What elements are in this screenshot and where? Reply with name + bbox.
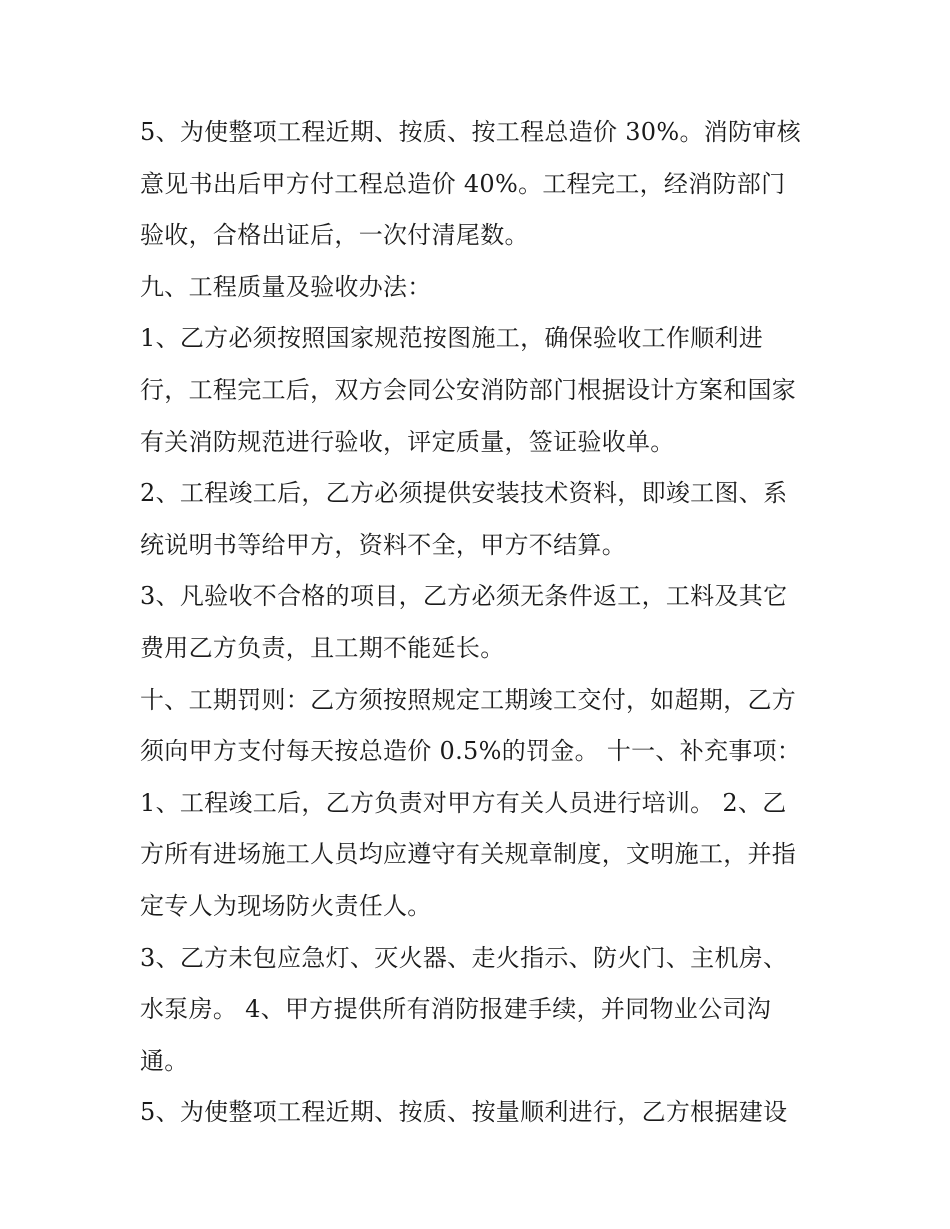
text-line: 1、工程竣工后，乙方负责对甲方有关人员进行培训。 2、乙 bbox=[140, 788, 787, 817]
text-line: 5、为使整项工程近期、按质、按量顺利进行，乙方根据建设 bbox=[140, 1098, 788, 1127]
text-line: 5、为使整项工程近期、按质、按工程总造价 30%。消防审核 bbox=[140, 118, 801, 146]
text-line: 须向甲方支付每天按总造价 0.5%的罚金。 十一、补充事项： bbox=[140, 737, 802, 766]
text-line: 定专人为现场防火责任人。 bbox=[140, 891, 432, 920]
section-heading: 十、工期罚则：乙方须按照规定工期竣工交付，如超期，乙方 bbox=[140, 685, 797, 714]
text-line: 1、乙方必须按照国家规范按图施工，确保验收工作顺利进 bbox=[140, 324, 764, 353]
text-line: 3、乙方未包应急灯、灭火器、走火指示、防火门、主机房、 bbox=[140, 943, 788, 972]
text-line: 验收，合格出证后，一次付清尾数。 bbox=[140, 221, 529, 250]
text-line: 行，工程完工后，双方会同公安消防部门根据设计方案和国家 bbox=[140, 375, 797, 404]
text-line: 3、凡验收不合格的项目，乙方必须无条件返工，工料及其它 bbox=[140, 582, 788, 611]
document-body bbox=[140, 107, 820, 1139]
text-line: 2、工程竣工后，乙方必须提供安装技术资料，即竣工图、系 bbox=[140, 479, 788, 508]
text-line: 意见书出后甲方付工程总造价 40%。工程完工，经消防部门 bbox=[140, 169, 786, 198]
text-line: 方所有进场施工人员均应遵守有关规章制度，文明施工，并指 bbox=[140, 840, 797, 869]
text-line: 水泵房。 4、甲方提供所有消防报建手续，并同物业公司沟 bbox=[140, 995, 771, 1024]
text-line: 有关消防规范进行验收，评定质量，签证验收单。 bbox=[140, 427, 675, 456]
text-line: 费用乙方负责，且工期不能延长。 bbox=[140, 633, 505, 662]
text-line: 统说明书等给甲方，资料不全，甲方不结算。 bbox=[140, 530, 626, 559]
section-heading: 九、工程质量及验收办法： bbox=[140, 272, 432, 301]
text-line: 通。 bbox=[140, 1046, 189, 1075]
